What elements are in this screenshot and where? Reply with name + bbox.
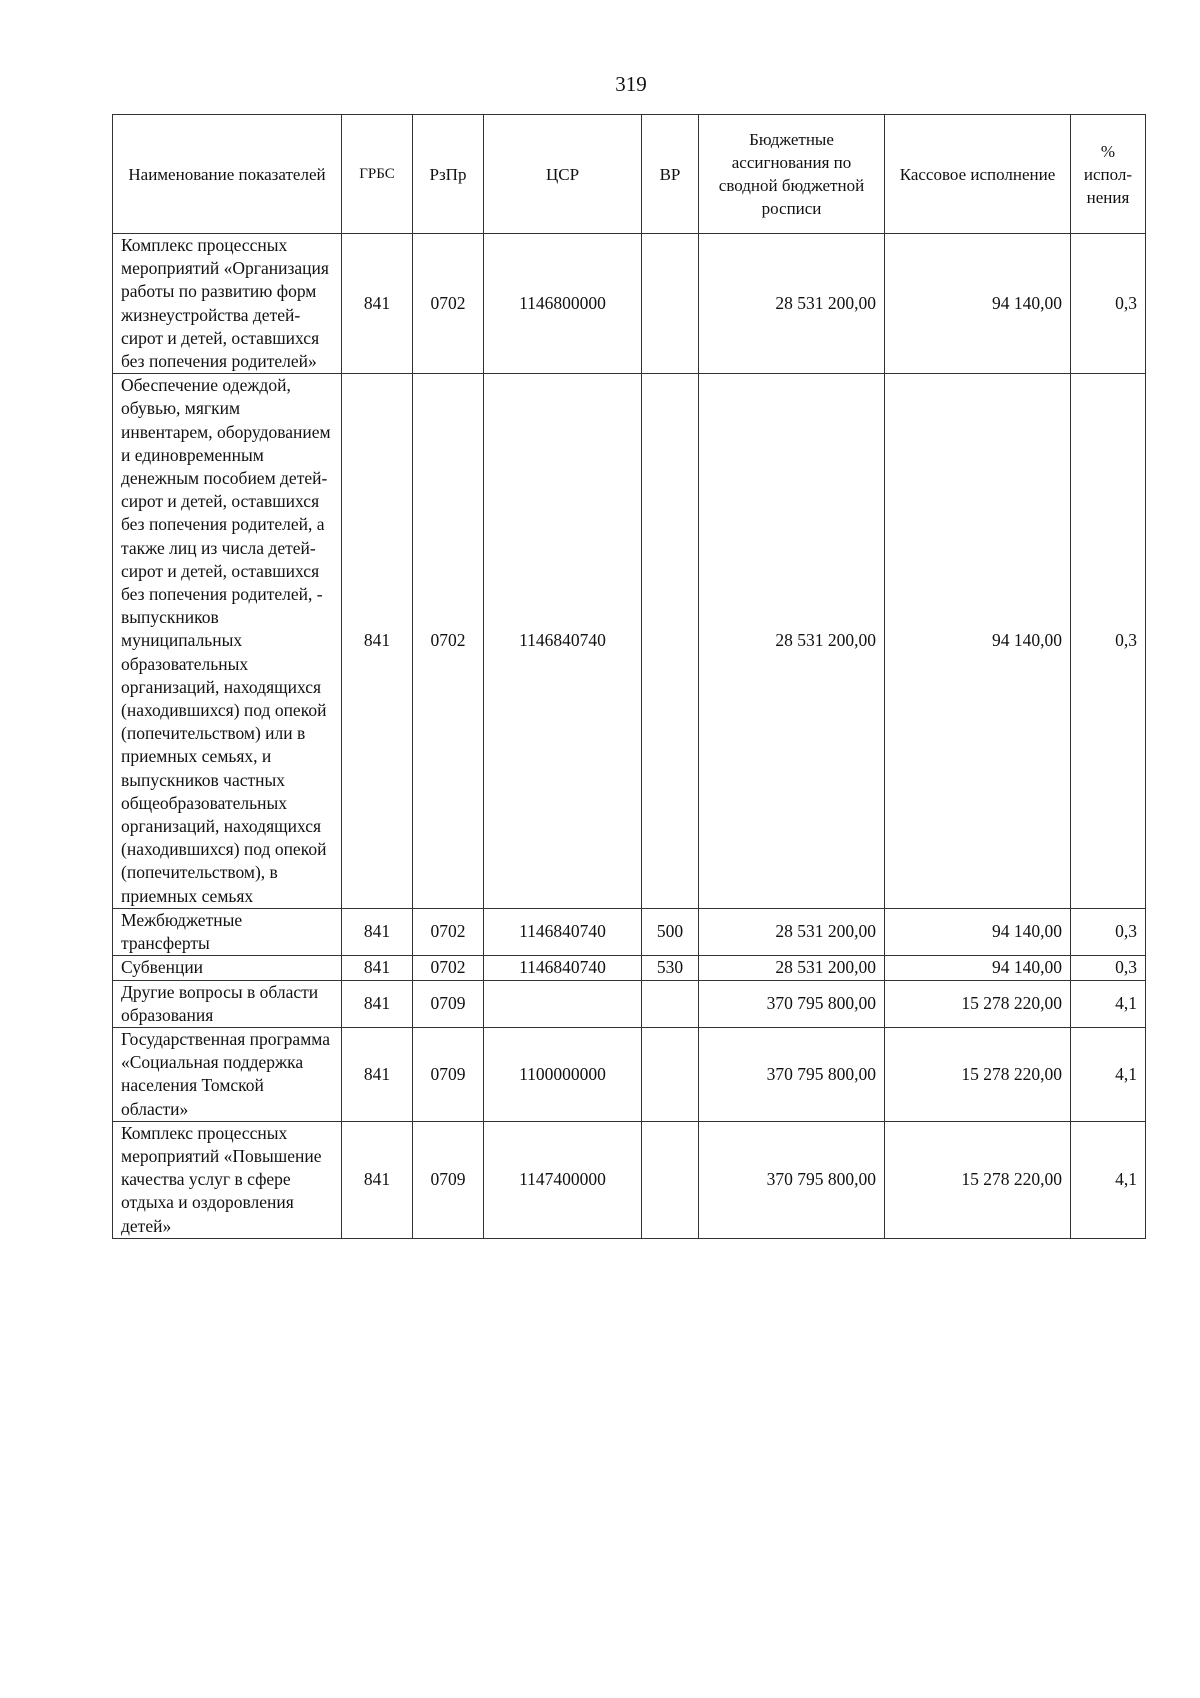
table-row	[113, 1121, 1146, 1238]
row-grbs: 841	[342, 980, 413, 1027]
table-row	[113, 908, 1146, 955]
row-cash-execution: 94 140,00	[885, 374, 1071, 909]
row-csr: 1100000000	[484, 1027, 642, 1121]
header-csr: ЦСР	[484, 115, 642, 234]
header-grbs: ГРБС	[342, 115, 413, 234]
row-assignments: 28 531 200,00	[699, 908, 885, 955]
row-rzpr: 0709	[413, 1027, 484, 1121]
row-grbs: 841	[342, 374, 413, 909]
row-vr	[642, 1027, 699, 1121]
row-vr	[642, 980, 699, 1027]
row-percent: 0,3	[1071, 956, 1146, 980]
row-cash-execution: 94 140,00	[885, 908, 1071, 955]
table-row	[113, 956, 1146, 980]
row-grbs: 841	[342, 1121, 413, 1238]
row-rzpr: 0709	[413, 980, 484, 1027]
row-rzpr: 0702	[413, 908, 484, 955]
row-csr: 1146840740	[484, 374, 642, 909]
row-cash-execution: 15 278 220,00	[885, 1121, 1071, 1238]
row-vr: 530	[642, 956, 699, 980]
row-assignments: 370 795 800,00	[699, 980, 885, 1027]
header-percent: % испол-нения	[1071, 115, 1146, 234]
row-name: Государственная программа «Социальная поддержка населения Томской области»	[113, 1027, 342, 1121]
row-rzpr: 0709	[413, 1121, 484, 1238]
row-assignments: 28 531 200,00	[699, 956, 885, 980]
table-row	[113, 234, 1146, 374]
row-name: Комплекс процессных мероприятий «Организация работы по развитию форм жизнеустройства детей-сирот и детей, оставшихся без попечения родителей»	[113, 234, 342, 374]
row-assignments: 28 531 200,00	[699, 374, 885, 909]
header-cash-execution: Кассовое исполнение	[885, 115, 1071, 234]
header-name: Наименование показателей	[113, 115, 342, 234]
row-name: Другие вопросы в области образования	[113, 980, 342, 1027]
row-percent: 4,1	[1071, 980, 1146, 1027]
row-csr: 1146800000	[484, 234, 642, 374]
row-cash-execution: 15 278 220,00	[885, 980, 1071, 1027]
row-rzpr: 0702	[413, 956, 484, 980]
row-name: Межбюджетные трансферты	[113, 908, 342, 955]
row-name: Обеспечение одеждой, обувью, мягким инвентарем, оборудованием и единовременным денежным пособием детей-сирот и детей, оставшихся без попечения родителей, а также лиц из числа детей-сирот и детей, оставшихся без попечения родителей, - выпускников муниципальных образовательных организаций, находящихся (находившихся) под опекой (попечительством) или в приемных семьях, и выпускников частных общеобразовательных организаций, находящихся (находившихся) под опекой (попечительством), в приемных семьях	[113, 374, 342, 909]
row-vr	[642, 374, 699, 909]
row-name: Субвенции	[113, 956, 342, 980]
row-vr	[642, 234, 699, 374]
row-cash-execution: 15 278 220,00	[885, 1027, 1071, 1121]
row-vr	[642, 1121, 699, 1238]
row-csr: 1146840740	[484, 956, 642, 980]
row-assignments: 28 531 200,00	[699, 234, 885, 374]
row-percent: 0,3	[1071, 374, 1146, 909]
row-percent: 0,3	[1071, 908, 1146, 955]
row-csr: 1147400000	[484, 1121, 642, 1238]
header-assignments: Бюджетные ассигнования по сводной бюджетной росписи	[699, 115, 885, 234]
row-grbs: 841	[342, 956, 413, 980]
row-percent: 4,1	[1071, 1121, 1146, 1238]
page-number: 319	[615, 72, 647, 96]
row-cash-execution: 94 140,00	[885, 956, 1071, 980]
row-grbs: 841	[342, 234, 413, 374]
table-row	[113, 1027, 1146, 1121]
row-grbs: 841	[342, 908, 413, 955]
row-name: Комплекс процессных мероприятий «Повышение качества услуг в сфере отдыха и оздоровления детей»	[113, 1121, 342, 1238]
row-grbs: 841	[342, 1027, 413, 1121]
row-rzpr: 0702	[413, 374, 484, 909]
row-assignments: 370 795 800,00	[699, 1027, 885, 1121]
row-percent: 0,3	[1071, 234, 1146, 374]
table-row	[113, 980, 1146, 1027]
header-row	[113, 115, 1146, 234]
row-assignments: 370 795 800,00	[699, 1121, 885, 1238]
row-rzpr: 0702	[413, 234, 484, 374]
row-percent: 4,1	[1071, 1027, 1146, 1121]
budget-table	[112, 114, 1146, 1239]
row-vr: 500	[642, 908, 699, 955]
table-row	[113, 374, 1146, 909]
row-csr	[484, 980, 642, 1027]
row-csr: 1146840740	[484, 908, 642, 955]
header-vr: ВР	[642, 115, 699, 234]
header-rzpr: РзПр	[413, 115, 484, 234]
row-cash-execution: 94 140,00	[885, 234, 1071, 374]
